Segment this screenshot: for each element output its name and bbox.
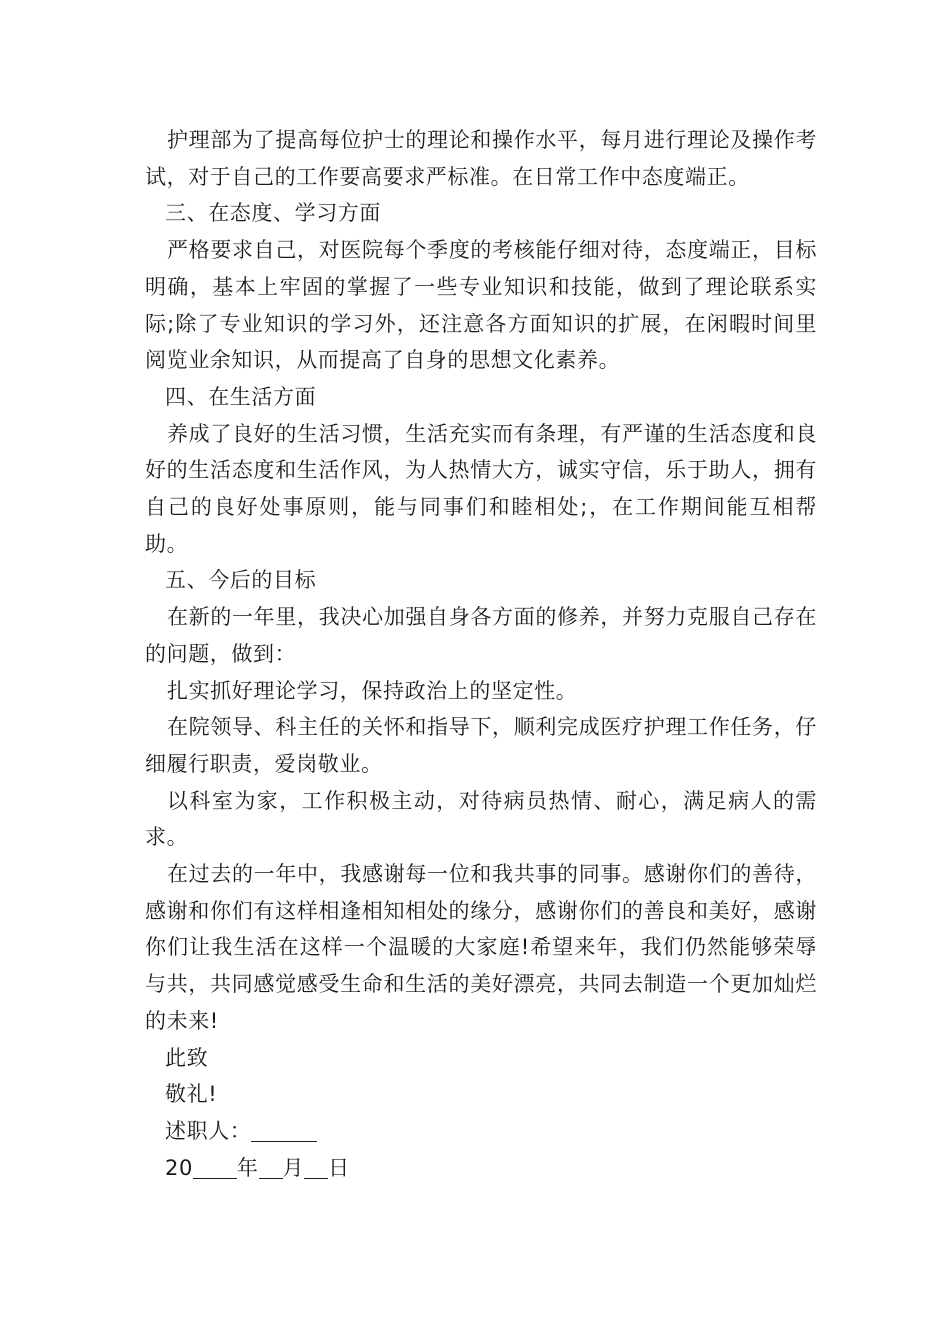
paragraph-goals-intro: 在新的一年里，我决心加强自身各方面的修养，并努力克服自己存在的问题，做到： bbox=[145, 605, 817, 666]
year-label: 年 bbox=[236, 1155, 259, 1180]
date-line bbox=[145, 1150, 817, 1187]
paragraph-goal-duty: 在院领导、科主任的关怀和指导下，顺利完成医疗护理工作任务，仔细履行职责，爱岗敬业。 bbox=[145, 715, 817, 776]
paragraph-thanks: 在过去的一年中，我感谢每一位和我共事的同事。感谢你们的善待，感谢和你们有这样相逢相知相处的缘分，感谢你们的善良和美好，感谢你们让我生活在这样一个温暖的大家庭!希望来年，我们仍然能够荣辱与共，共同感觉感受生命和生活的美好漂亮，共同去制造一个更加灿烂的未来! bbox=[145, 862, 817, 1033]
closing-regards: 敬礼! bbox=[165, 1082, 218, 1107]
day-label: 日 bbox=[328, 1155, 350, 1180]
signature-line bbox=[145, 1113, 817, 1150]
paragraph-attitude-study: 严格要求自己，对医院每个季度的考核能仔细对待，态度端正，目标明确，基本上牢固的掌握了一些专业知识和技能，做到了理论联系实际;除了专业知识的学习外，还注意各方面知识的扩展，在闲暇时间里阅览业余知识，从而提高了自身的思想文化素养。 bbox=[145, 238, 817, 373]
paragraph-life: 养成了良好的生活习惯，生活充实而有条理，有严谨的生活态度和良好的生活态度和生活作风，为人热情大方，诚实守信，乐于助人，拥有自己的良好处事原则，能与同事们和睦相处;，在工作期间能互相帮助。 bbox=[145, 421, 817, 556]
date-prefix: 20 bbox=[165, 1155, 193, 1180]
section-heading-life: 四、在生活方面 bbox=[165, 384, 317, 409]
month-label: 月 bbox=[282, 1155, 305, 1180]
day-blank bbox=[304, 1156, 328, 1179]
section-heading-attitude-study: 三、在态度、学习方面 bbox=[165, 201, 381, 226]
paragraph-exam: 护理部为了提高每位护士的理论和操作水平，每月进行理论及操作考试，对于自己的工作要高要求严标准。在日常工作中态度端正。 bbox=[145, 128, 817, 189]
signer-label: 述职人： bbox=[165, 1118, 252, 1143]
paragraph-goal-patients: 以科室为家，工作积极主动，对待病员热情、耐心，满足病人的需求。 bbox=[145, 788, 817, 850]
paragraph-goal-theory: 扎实抓好理论学习，保持政治上的坚定性。 bbox=[167, 678, 578, 703]
section-heading-goals: 五、今后的目标 bbox=[165, 568, 317, 593]
closing-salutation: 此致 bbox=[165, 1045, 209, 1070]
month-blank bbox=[259, 1156, 283, 1179]
year-blank bbox=[193, 1156, 237, 1179]
document-body bbox=[145, 122, 817, 1186]
signer-blank bbox=[251, 1119, 317, 1142]
